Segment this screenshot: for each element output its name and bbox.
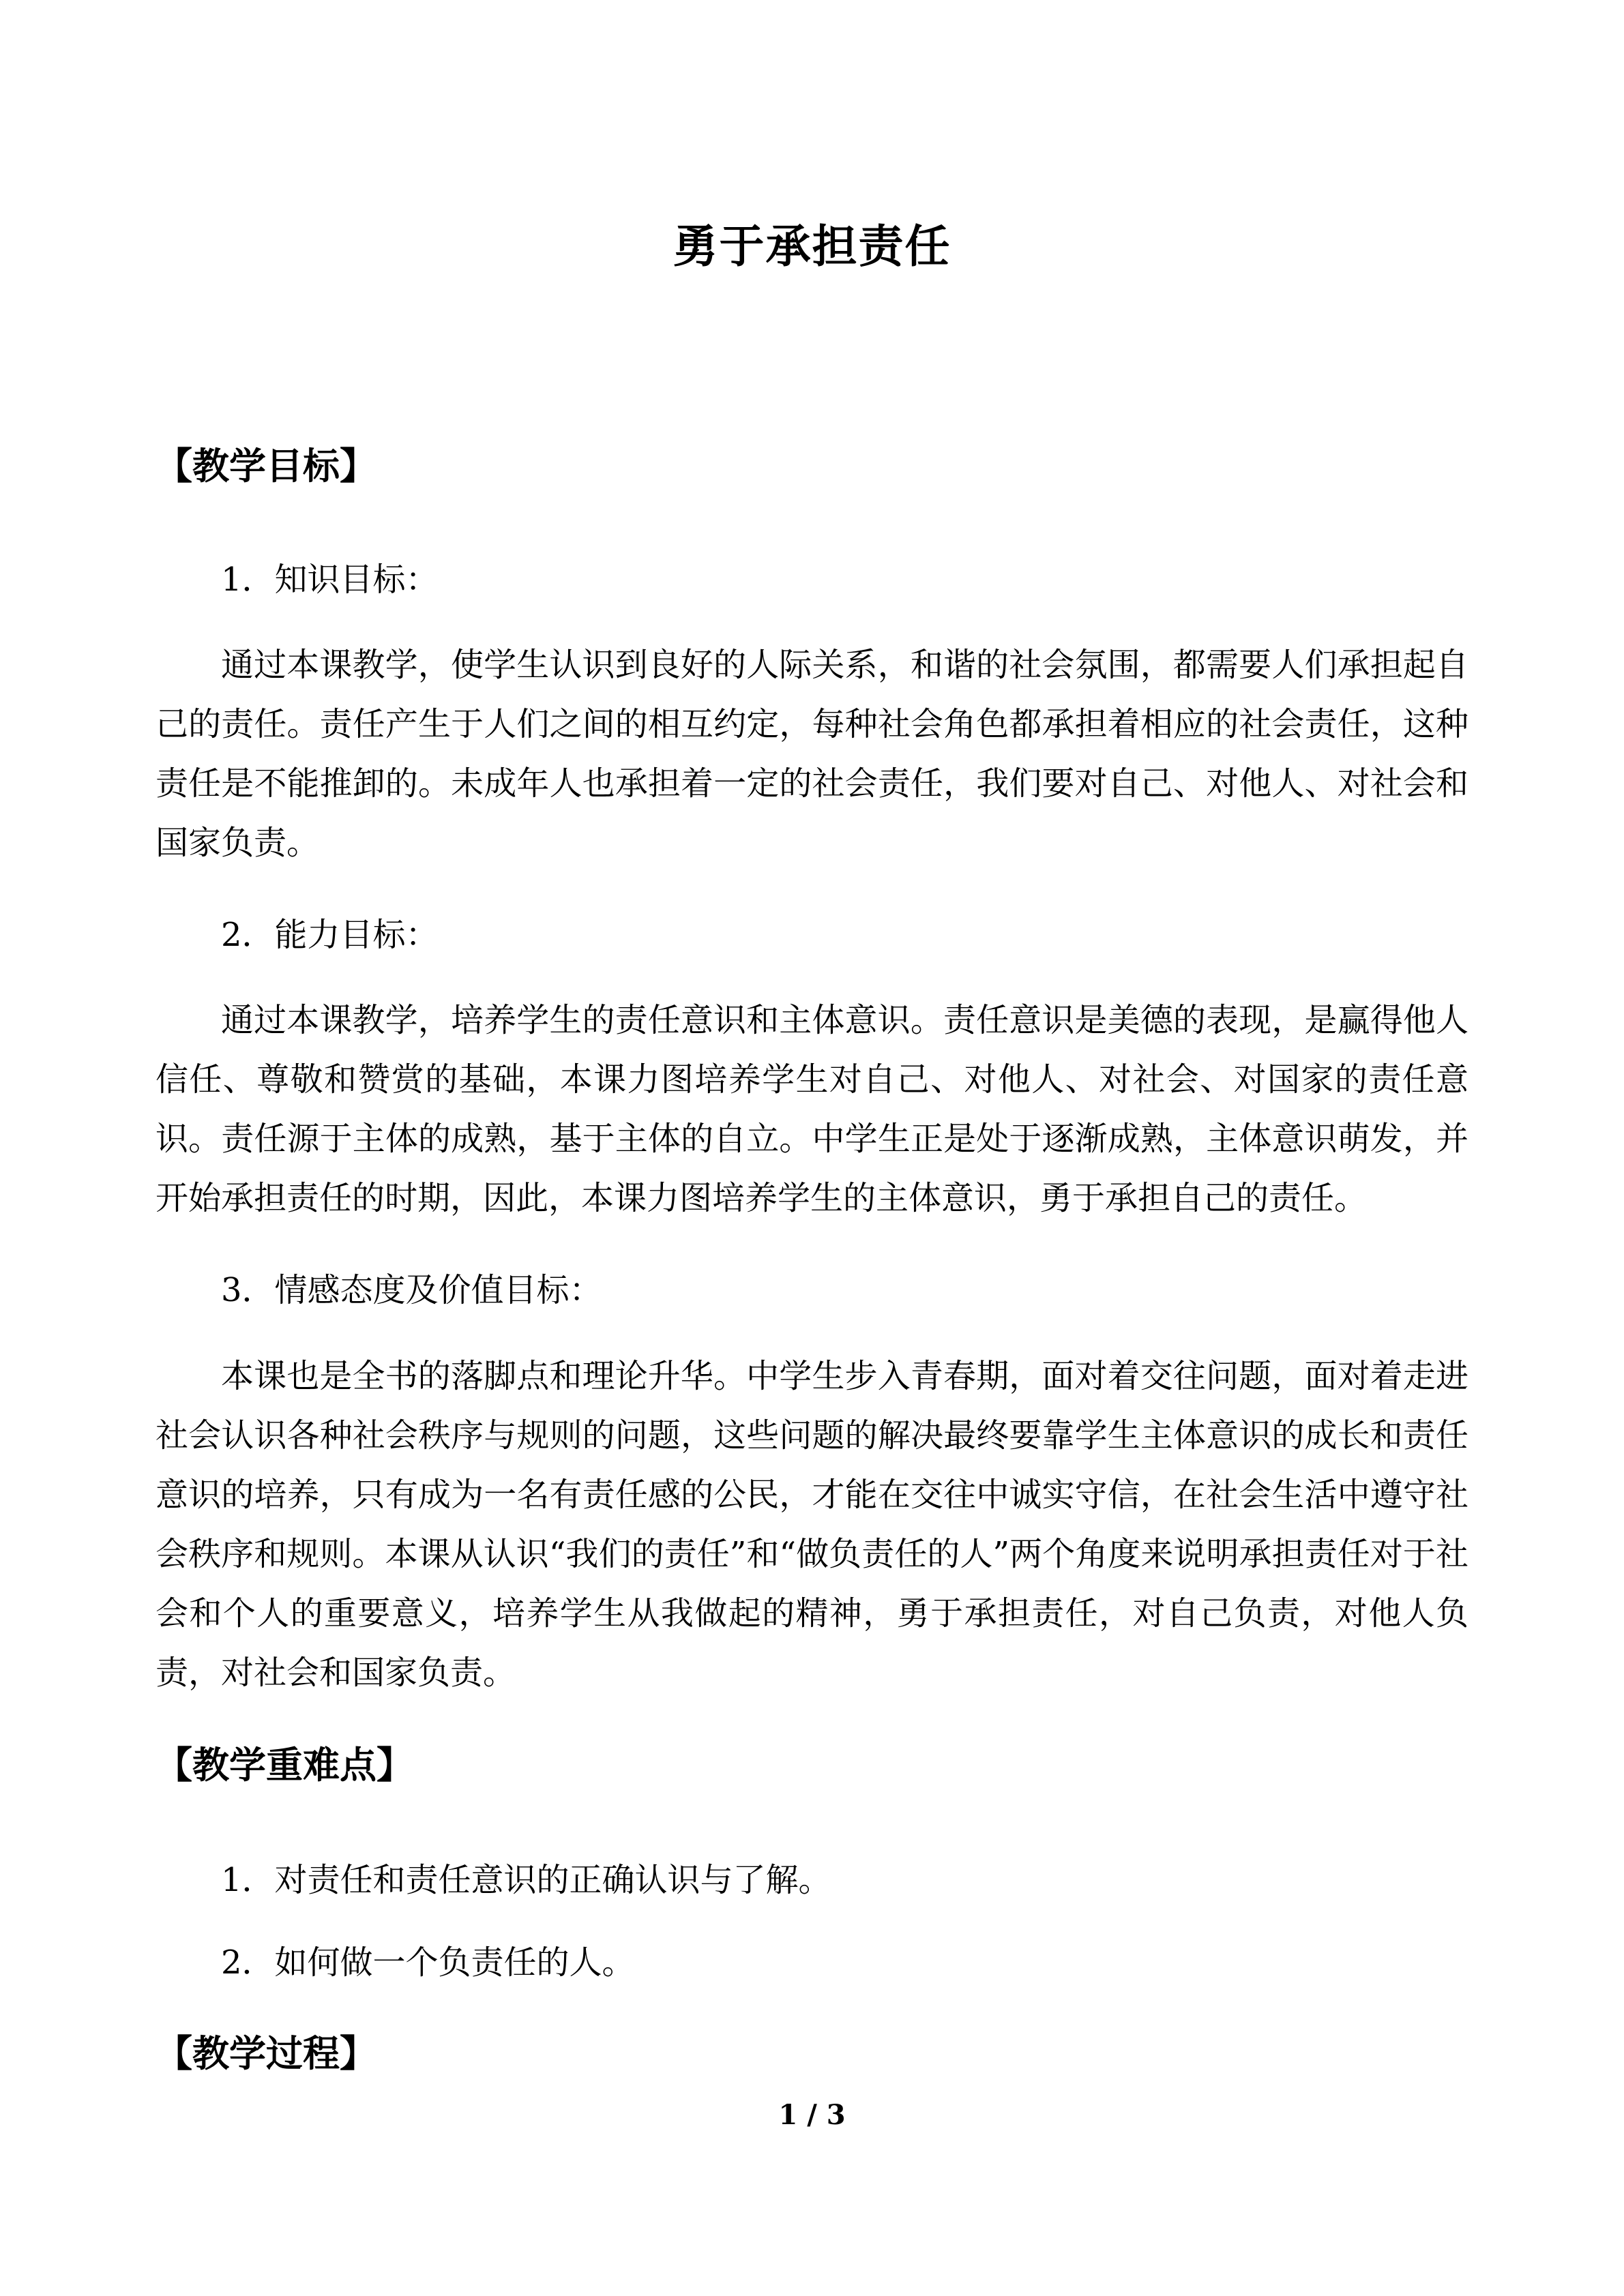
document-title: 勇于承担责任 bbox=[673, 220, 951, 273]
list-item-affective-objective: 3．情感态度及价值目标： bbox=[221, 1271, 602, 1309]
paragraph-knowledge-objective-body: 通过本课教学，使学生认识到良好的人际关系，和谐的社会氛围，都需要人们承担起自己的责任。责任产生于人们之间的相互约定，每种社会角色都承担着相应的社会责任，这种责任是不能推卸的。未成年人也承担着一定的社会责任，我们要对自己、对他人、对社会和国家负责。 bbox=[156, 646, 1468, 862]
section-heading-teaching-objectives: 【教学目标】 bbox=[156, 444, 377, 488]
page-number: 1 / 3 bbox=[778, 2099, 846, 2131]
list-item-key-point-1: 1．对责任和责任意识的正确认识与了解。 bbox=[221, 1861, 831, 1899]
paragraph-ability-objective-body: 通过本课教学，培养学生的责任意识和主体意识。责任意识是美德的表现，是赢得他人信任、尊敬和赞赏的基础，本课力图培养学生对自己、对他人、对社会、对国家的责任意识。责任源于主体的成熟，基于主体的自立。中学生正是处于逐渐成熟，主体意识萌发，并开始承担责任的时期，因此，本课力图培养学生的主体意识，勇于承担自己的责任。 bbox=[156, 1001, 1468, 1217]
list-item-key-point-2: 2．如何做一个负责任的人。 bbox=[221, 1943, 635, 1982]
paragraph-affective-objective-body: 本课也是全书的落脚点和理论升华。中学生步入青春期，面对着交往问题，面对着走进社会认识各种社会秩序与规则的问题，这些问题的解决最终要靠学生主体意识的成长和责任意识的培养，只有成为一名有责任感的公民，才能在交往中诚实守信，在社会生活中遵守社会秩序和规则。本课从认识“我们的责任”和“做负责任的人”两个角度来说明承担责任对于社会和个人的重要意义，培养学生从我做起的精神，勇于承担责任，对自己负责，对他人负责，对社会和国家负责。 bbox=[156, 1357, 1468, 1692]
list-item-knowledge-objective: 1．知识目标： bbox=[221, 561, 439, 599]
section-heading-key-difficult-points: 【教学重难点】 bbox=[156, 1743, 413, 1787]
section-heading-teaching-process: 【教学过程】 bbox=[156, 2031, 377, 2075]
list-item-ability-objective: 2．能力目标： bbox=[221, 916, 439, 954]
